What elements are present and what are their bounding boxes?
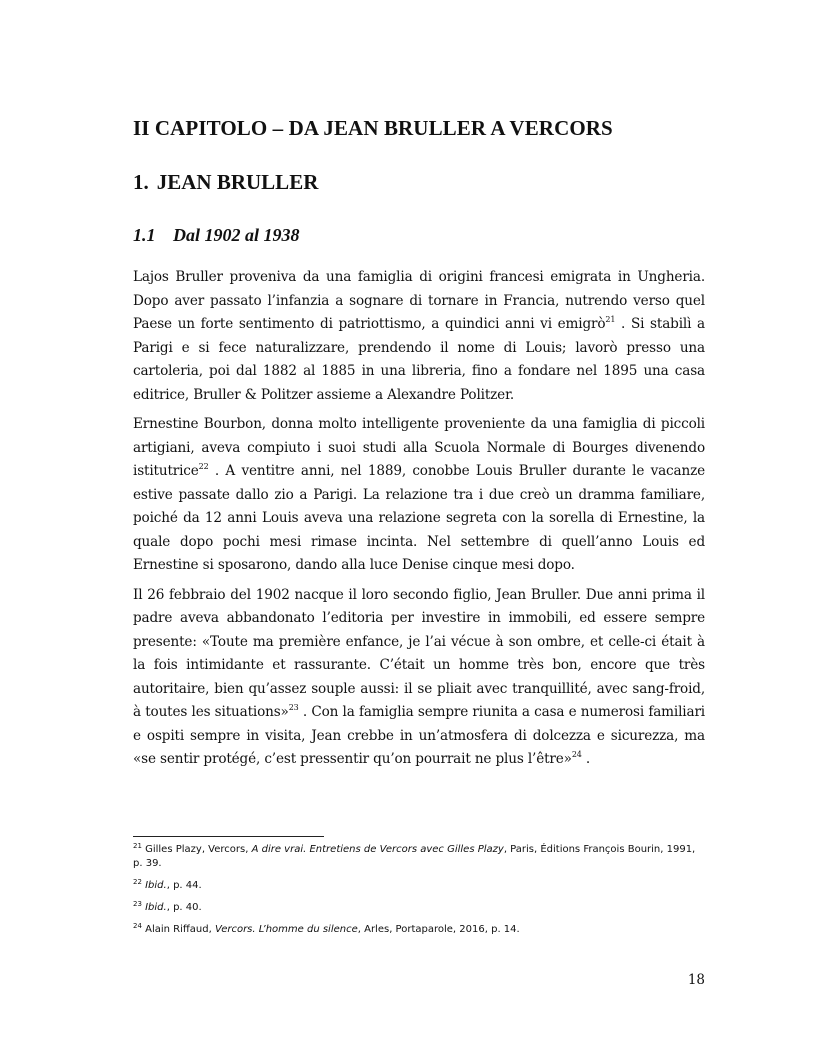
section-number: 1. <box>133 170 149 194</box>
paragraph-text: . Con la famiglia sempre riunita a casa e numerosi familiari e ospiti sempre in visita, Jean crebbe in un’atmosfera di dolcezza e sicurezza, ma «se sentir protégé, c’est pressentir qu’on pourrait ne plus l’être» <box>133 704 705 767</box>
page-number: 18 <box>687 972 705 988</box>
footnote-number: 23 <box>133 900 142 908</box>
paragraph-text: . A ventitre anni, nel 1889, conobbe Louis Bruller durante le vacanze estive passate dallo zio a Parigi. La relazione tra i due creò un dramma familiare, poiché da 12 anni Louis aveva una relazione segreta con la sorella di Ernestine, la quale dopo pochi mesi rimase incinta. Nel settembre di quell’anno Louis ed Ernestine si sposarono, dando alla luce Denise cinque mesi dopo. <box>133 463 705 573</box>
paragraph-text: Lajos Bruller proveniva da una famiglia di origini francesi emigrata in Ungheria. Dopo aver passato l’infanzia a sognare di tornare in Francia, nutrendo verso quel Paese un forte sentimento di patriottismo, a quindici anni vi emigrò <box>133 269 705 332</box>
footnotes <box>133 843 705 945</box>
paragraph-text: . Si stabilì a Parigi e si fece naturalizzare, prendendo il nome di Louis; lavorò presso una cartoleria, poi dal 1882 al 1885 in una libreria, fino a fondare nel 1895 una casa editrice, Bruller & Politzer assieme a Alexandre Politzer. <box>133 316 705 403</box>
footnote <box>133 901 705 915</box>
paragraph-text: . <box>581 751 591 767</box>
footnote-divider <box>133 836 324 837</box>
paragraph <box>133 413 705 578</box>
footnote-ref[interactable]: 22 <box>198 462 209 471</box>
footnote-text: Alain Riffaud, <box>141 924 215 935</box>
footnote <box>133 879 705 893</box>
footnote-text: , p. 44. <box>166 880 202 891</box>
subsection-title: Dal 1902 al 1938 <box>173 225 300 245</box>
footnote-number: 24 <box>133 922 142 930</box>
footnote-text: , Paris, Éditions François Bourin, 1991, p. 39. <box>133 844 696 869</box>
footnote-ref[interactable]: 24 <box>571 750 582 759</box>
footnote-title: Ibid. <box>145 880 167 891</box>
footnote-text: , Arles, Portaparole, 2016, p. 14. <box>357 924 520 935</box>
paragraph-text: Ernestine Bourbon, donna molto intelligente proveniente da una famiglia di piccoli artigiani, aveva compiuto i suoi studi alla Scuola Normale di Bourges divenendo istitutrice <box>133 416 705 479</box>
section-title: JEAN BRULLER <box>156 170 319 194</box>
subsection-number: 1.1 <box>133 225 156 245</box>
chapter-title: II CAPITOLO – DA JEAN BRULLER A VERCORS <box>133 116 613 140</box>
subsection-heading <box>133 225 300 246</box>
footnote-ref[interactable]: 21 <box>605 315 616 324</box>
footnote-title: Vercors. L’homme du silence <box>214 924 358 935</box>
footnote-number: 21 <box>133 842 142 850</box>
paragraph-text: Il 26 febbraio del 1902 nacque il loro secondo figlio, Jean Bruller. Due anni prima il padre aveva abbandonato l’editoria per investire in immobili, ed essere sempre presente: «Toute ma première enfance, je l’ai vécue à son ombre, et celle-ci était à la fois intimidante et rassurante. C’était un homme très bon, encore que très autoritaire, bien qu’assez souple aussi: il se pliait avec tranquillité, avec sang-froid, à toutes les situations» <box>133 586 705 720</box>
footnote-ref[interactable]: 23 <box>288 703 299 712</box>
document-page <box>133 0 705 1056</box>
footnote-text: , p. 40. <box>166 902 202 913</box>
footnote-number: 22 <box>133 878 142 886</box>
paragraph <box>133 584 705 772</box>
footnote-title: Ibid. <box>145 902 167 913</box>
footnote <box>133 923 705 937</box>
section-heading <box>133 170 318 195</box>
paragraph <box>133 266 705 407</box>
footnote <box>133 843 705 871</box>
footnote-title: A dire vrai. Entretiens de Vercors avec Gilles Plazy <box>251 844 504 855</box>
body-text <box>133 266 705 778</box>
footnote-text: Gilles Plazy, Vercors, <box>141 844 252 855</box>
